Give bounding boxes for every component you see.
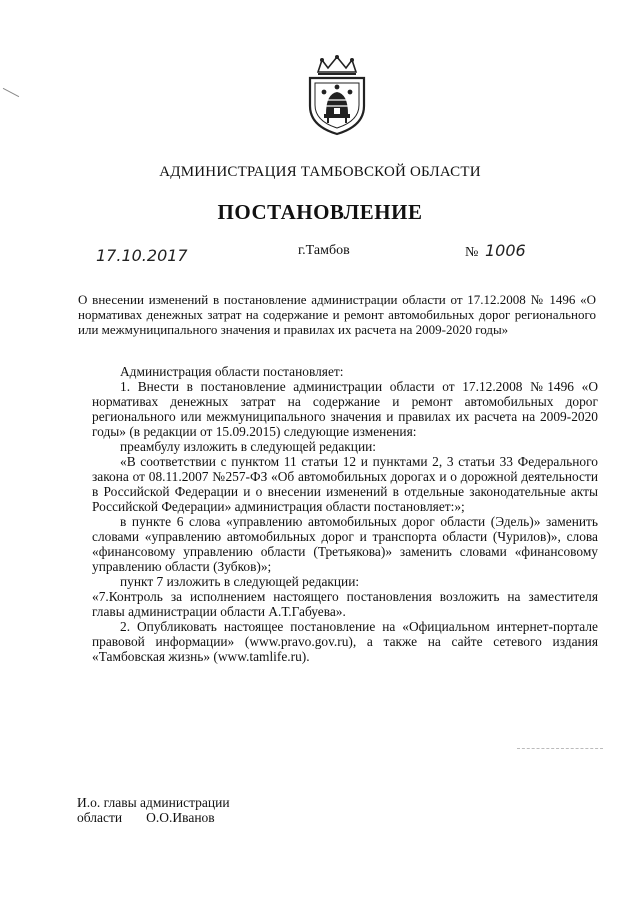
signature-title-line1: И.о. главы администрации xyxy=(77,795,230,810)
body-paragraph-intro: Администрация области постановляет: xyxy=(120,364,344,379)
body-paragraph-1: 1. Внести в постановление администрации области от 17.12.2008 №1496 «О нормативах денежных затрат на содержание и ремонт автомобильных дорог регионального или межмуниципального значения и правилах их расчета на 2009-2020 годы» (в редакции от 15.09.2015) следующие изменения: xyxy=(92,379,598,439)
document-subject: О внесении изменений в постановление администрации области от 17.12.2008 № 1496 «О нормативах денежных затрат на содержание и ремонт автомобильных дорог регионального или межмуниципального значения и правилах их расчета на 2009-2020 годы» xyxy=(78,292,596,337)
document-type: ПОСТАНОВЛЕНИЕ xyxy=(217,200,423,224)
document-date: 17.10.2017 xyxy=(96,246,188,265)
divider xyxy=(517,748,603,749)
tambov-coat-of-arms-icon xyxy=(300,54,374,136)
signatory-name: О.О.Иванов xyxy=(146,810,215,825)
organization-title: АДМИНИСТРАЦИЯ ТАМБОВСКОЙ ОБЛАСТИ xyxy=(159,164,481,180)
body-paragraph-point-6: в пункте 6 слова «управлению автомобильных дорог области (Эдель)» заменить словами «управлению автомобильных дорог и транспорта области (Чурилов)», слова «финансовому управлению области (Третьякова)» заменить словами «финансовому управлению области (Зубков)»; xyxy=(92,514,598,574)
document-body xyxy=(92,364,598,664)
body-paragraph-point-7: пункт 7 изложить в следующей редакции: xyxy=(120,574,360,589)
body-paragraph-point-7-text: «7.Контроль за исполнением настоящего постановления возложить на заместителя главы администрации области А.Т.Габуева». xyxy=(92,589,598,619)
scan-mark xyxy=(3,88,19,97)
body-paragraph-preamble: преамбулу изложить в следующей редакции: xyxy=(120,439,377,454)
body-paragraph-preamble-text: «В соответствии с пунктом 11 статьи 12 и пунктами 2, 3 статьи 33 Федерального закона от 08.11.2007 №257-ФЗ «Об автомобильных дорогах и о дорожной деятельности в Российской Федерации и о внесении изменений в отдельные законодательные акты Российской Федерации» администрация области постановляет:»; xyxy=(92,454,598,514)
document-number: 1006 xyxy=(485,241,526,260)
document-city: г.Тамбов xyxy=(298,243,350,258)
signature-block xyxy=(77,795,230,825)
signature-title-line2: области xyxy=(77,810,123,825)
body-paragraph-2: 2. Опубликовать настоящее постановление на «Официальном интернет-портале правовой информации» (www.pravo.gov.ru), а также на сайте сетевого издания «Тамбовская жизнь» (www.tamlife.ru). xyxy=(92,619,598,664)
number-label: № xyxy=(465,245,479,260)
